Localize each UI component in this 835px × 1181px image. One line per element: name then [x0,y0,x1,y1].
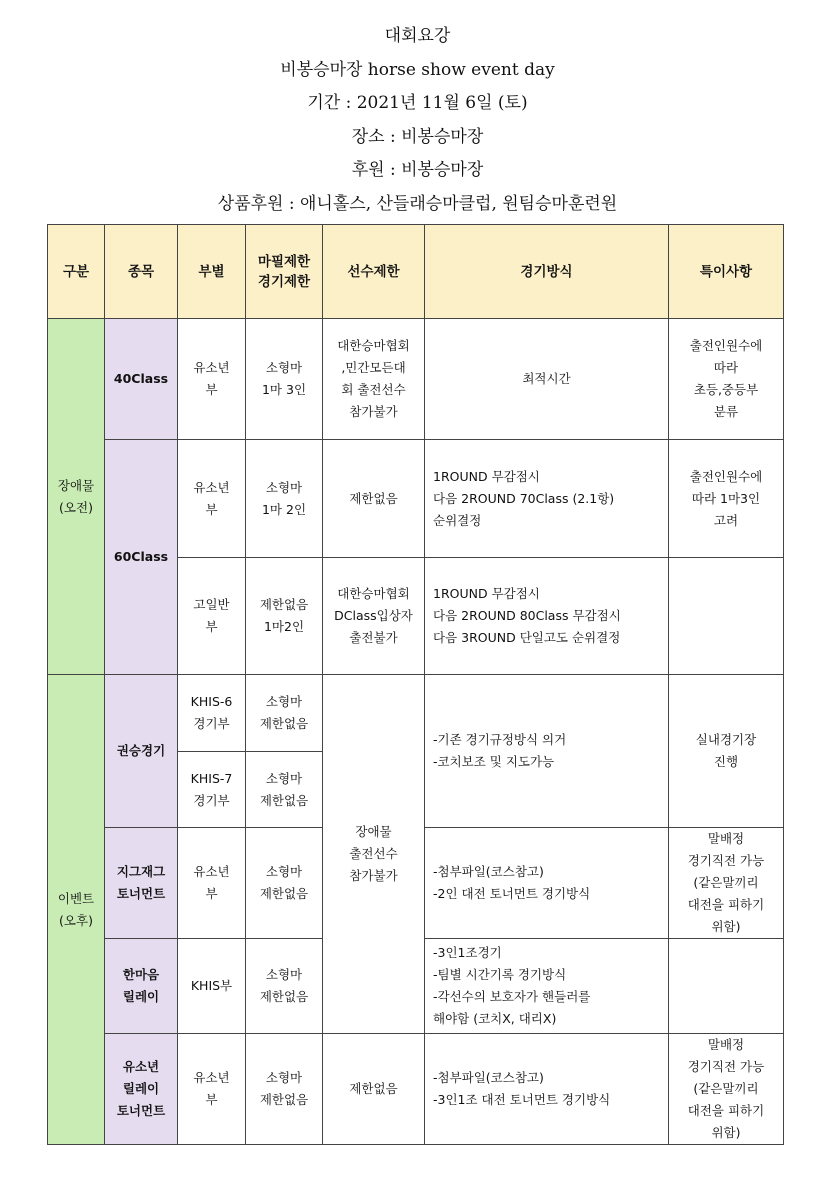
event-zigzag: 지그재그 토너먼트 [105,828,178,939]
division-cell: KHIS부 [178,939,246,1034]
horse-limit-cell: 소형마 제한없음 [246,752,323,828]
division-cell: 유소년 부 [178,440,246,558]
horse-limit-cell: 소형마 제한없음 [246,828,323,939]
table-row [48,440,784,558]
event-60class: 60Class [105,440,178,675]
table-row [48,1034,784,1145]
method-cell: -기존 경기규정방식 의거 -코치보조 및 지도가능 [425,675,669,828]
notes-cell: 출전인원수에 따라 초등,중등부 분류 [669,319,784,440]
event-hanmaeum-relay: 한마음 릴레이 [105,939,178,1034]
horse-limit-cell: 소형마 1마 3인 [246,319,323,440]
method-cell: -3인1조경기 -팀별 시간기록 경기방식 -각선수의 보호자가 핸들러를 해야함 (코치X, 대리X) [425,939,669,1034]
event-40class: 40Class [105,319,178,440]
division-cell: KHIS-6 경기부 [178,675,246,752]
category-obstacle: 장애물 (오전) [48,319,105,675]
player-limit-cell: 제한없음 [323,1034,425,1145]
notes-cell: 말배정 경기직전 가능 (같은말끼리 대전을 피하기 위함) [669,828,784,939]
col-header-division: 부별 [178,225,246,319]
method-cell: -첨부파일(코스참고) -2인 대전 토너먼트 경기방식 [425,828,669,939]
category-event: 이벤트 (오후) [48,675,105,1145]
division-cell: 유소년 부 [178,828,246,939]
col-header-method: 경기방식 [425,225,669,319]
method-cell: -첨부파일(코스참고) -3인1조 대전 토너먼트 경기방식 [425,1034,669,1145]
division-cell: 유소년 부 [178,1034,246,1145]
horse-limit-cell: 소형마 1마 2인 [246,440,323,558]
table-row [48,319,784,440]
notes-cell-empty [669,939,784,1034]
event-youth-relay-tournament: 유소년 릴레이 토너먼트 [105,1034,178,1145]
player-limit-cell: 장애물 출전선수 참가불가 [323,675,425,1034]
col-header-event: 종목 [105,225,178,319]
doc-title: 대회요강 [384,26,451,46]
division-cell: 유소년 부 [178,319,246,440]
notes-cell: 실내경기장 진행 [669,675,784,828]
method-cell: 최적시간 [425,319,669,440]
document-header [0,20,835,221]
col-header-category: 구분 [48,225,105,319]
player-limit-cell: 대한승마협회 ,민간모든대 회 출전선수 참가불가 [323,319,425,440]
event-kwonseung: 권승경기 [105,675,178,828]
horse-limit-cell: 소형마 제한없음 [246,675,323,752]
notes-cell: 말배정 경기직전 가능 (같은말끼리 대전을 피하기 위함) [669,1034,784,1145]
player-limit-cell: 제한없음 [323,440,425,558]
method-cell: 1ROUND 무감점시 다음 2ROUND 70Class (2.1항) 순위결정 [425,440,669,558]
event-sponsor: 후원 : 비봉승마장 [351,160,484,180]
prize-sponsors: 상품후원 : 애니홀스, 산들래승마클럽, 원팀승마훈련원 [217,193,618,214]
horse-limit-cell: 제한없음 1마2인 [246,558,323,675]
notes-cell-empty [669,558,784,675]
col-header-player-limit: 선수제한 [323,225,425,319]
division-cell: KHIS-7 경기부 [178,752,246,828]
method-cell: 1ROUND 무감점시 다음 2ROUND 80Class 무감점시 다음 3ROUND 단일고도 순위결정 [425,558,669,675]
schedule-table [47,224,784,1145]
horse-limit-cell: 소형마 제한없음 [246,1034,323,1145]
horse-limit-cell: 소형마 제한없음 [246,939,323,1034]
col-header-horse-limit: 마필제한 경기제한 [246,225,323,319]
event-period: 기간 : 2021년 11월 6일 (토) [307,93,528,113]
col-header-notes: 특이사항 [669,225,784,319]
table-row [48,675,784,752]
event-name: 비봉승마장 horse show event day [280,59,555,80]
division-cell: 고일반 부 [178,558,246,675]
event-venue: 장소 : 비봉승마장 [351,126,484,147]
table-header-row [48,225,784,319]
player-limit-cell: 대한승마협회 DClass입상자 출전불가 [323,558,425,675]
notes-cell: 출전인원수에 따라 1마3인 고려 [669,440,784,558]
